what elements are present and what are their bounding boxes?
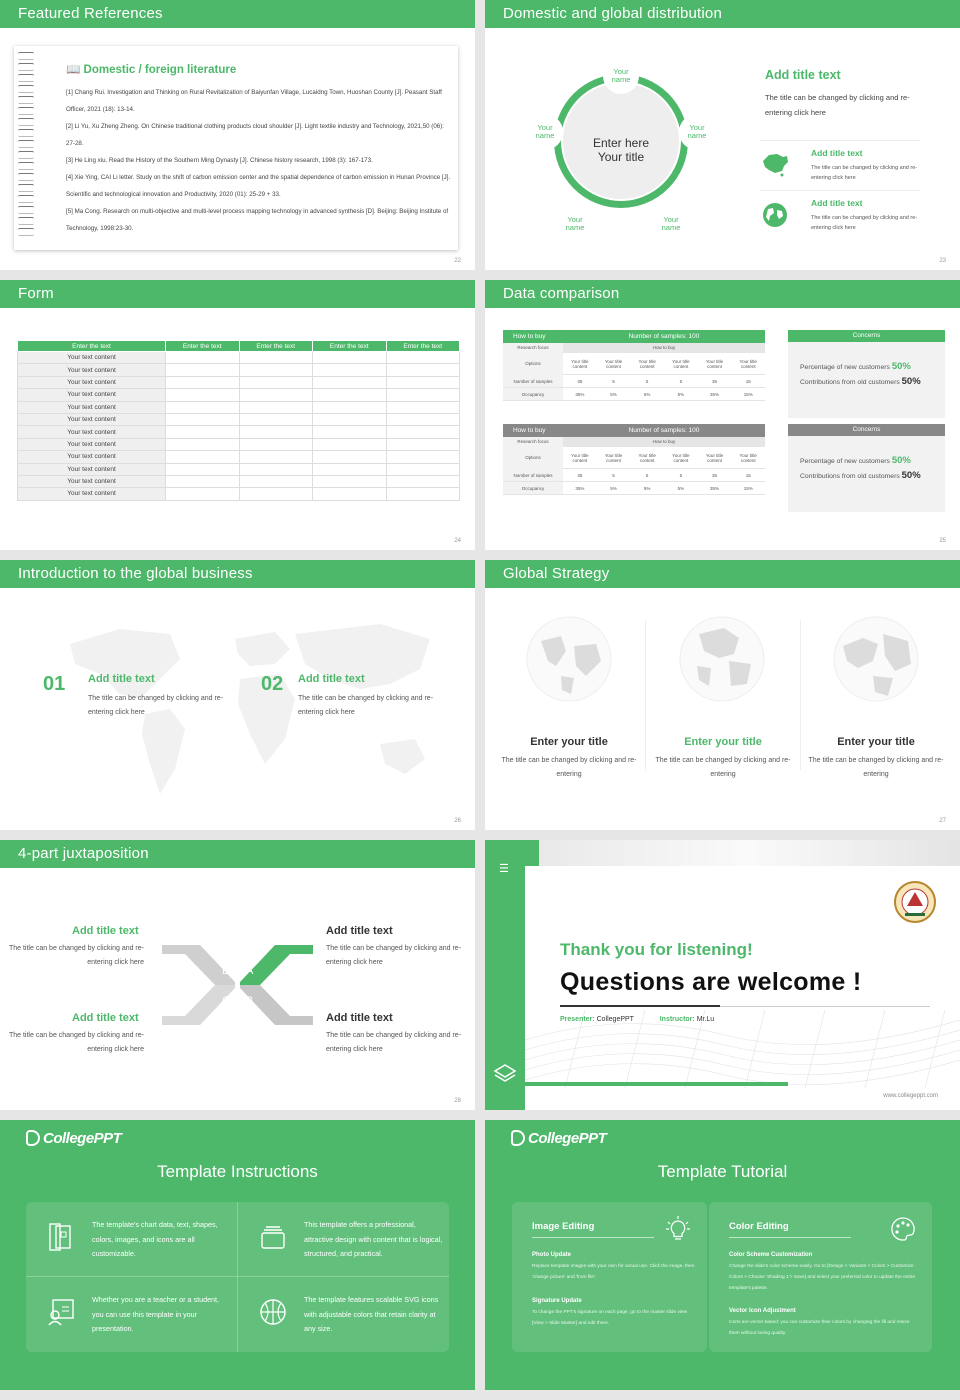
table-cell: 5%: [677, 486, 685, 491]
reference-item: [3] He Ling xiu. Read the History of the Southern Ming Dynasty [J]. Chinese history research, 1998 (3): 167-173.: [66, 157, 373, 164]
table-cell: 35: [577, 379, 583, 384]
table-row: [18, 438, 460, 450]
ring-node: Your name: [557, 206, 593, 242]
label-b: B: [246, 995, 254, 1007]
table-cell: [386, 364, 460, 376]
page-number: 27: [939, 818, 946, 824]
slide-25: [485, 280, 960, 550]
label-d: D: [222, 965, 230, 977]
slide-30: [0, 1120, 475, 1390]
table-cell: Your title content: [672, 358, 690, 369]
table-cell: 15: [745, 473, 751, 478]
table-cell: 15%: [743, 392, 753, 397]
juxta-title: Add title text: [326, 1012, 393, 1024]
slide-title: Domestic and global distribution: [485, 0, 960, 28]
table-cell: Your title content: [638, 452, 656, 463]
globe-image: [833, 616, 919, 702]
brand-logo: CollegePPT: [511, 1130, 606, 1147]
instruction-cell: This template offers a professional, attractive design with content that is logical, structured, and practical.: [238, 1202, 448, 1276]
item-number: 01: [43, 673, 66, 695]
table-cell: [386, 389, 460, 401]
table-cell: Your text content: [18, 475, 166, 487]
page-number: 28: [454, 1098, 461, 1104]
add-title: Add title text: [765, 68, 841, 82]
page-number: 22: [454, 258, 461, 264]
strategy-desc: The title can be changed by clicking and re-entering: [501, 757, 637, 778]
slide-29: [485, 840, 960, 1110]
table-cell: [239, 463, 313, 475]
distribution-item: Add title text The title can be changed by clicking and re-entering click here: [760, 190, 920, 238]
table-cell: Your title content: [705, 452, 724, 463]
table-cell: 5: [612, 473, 615, 478]
table-cell: Your text content: [18, 451, 166, 463]
page-number: 26: [454, 818, 461, 824]
strategy-desc: The title can be changed by clicking and re-entering: [808, 757, 944, 778]
table-cell: [166, 389, 240, 401]
globe-image: [526, 616, 612, 702]
palette-icon: [888, 1214, 918, 1244]
table-cell: Your title content: [571, 358, 589, 369]
table-cell: 35: [577, 473, 583, 478]
table-cell: Your title content: [604, 358, 623, 369]
juxta-desc: The title can be changed by clicking and re-entering click here: [326, 1032, 462, 1053]
table-cell: 5%: [677, 392, 685, 397]
table-cell: 5%: [610, 486, 617, 491]
table-cell: Your title content: [739, 358, 757, 369]
globe-icon: [760, 201, 790, 227]
table-row: [18, 475, 460, 487]
distribution-item: Add title text The title can be changed by clicking and re-entering click here: [760, 140, 920, 188]
page-number: 24: [454, 538, 461, 544]
table-cell: [386, 451, 460, 463]
table-cell: [166, 364, 240, 376]
table-cell: [313, 488, 387, 500]
concerns-box: Concerns Percentage of new customers 50% Contributions from old customers 50%: [788, 424, 945, 512]
layers-icon: [493, 1062, 517, 1086]
table-cell: [166, 463, 240, 475]
juxta-desc: The title can be changed by clicking and re-entering click here: [8, 1032, 144, 1053]
table-cell: Your text content: [18, 364, 166, 376]
table-cell: [313, 438, 387, 450]
table-cell: 35%: [575, 392, 585, 397]
table-cell: [166, 352, 240, 364]
instruction-cell: Whether you are a teacher or a student, you can use this template in your presentation.: [26, 1277, 236, 1351]
table-cell: [313, 451, 387, 463]
menu-icon[interactable]: ☰: [499, 863, 509, 875]
table-cell: 35: [712, 379, 718, 384]
slide-24: [0, 280, 475, 550]
table-cell: Your title content: [638, 358, 656, 369]
table-cell: [386, 438, 460, 450]
table-cell: Your text content: [18, 376, 166, 388]
table-cell: [313, 463, 387, 475]
table-cell: Your text content: [18, 463, 166, 475]
slide-title: Template Tutorial: [657, 1162, 788, 1181]
table-cell: [386, 401, 460, 413]
notebook-paper: [14, 46, 458, 250]
table-cell: [386, 352, 460, 364]
questions-text: Questions are welcome !: [560, 968, 862, 996]
table-row: [18, 352, 460, 364]
table-row: [18, 488, 460, 500]
table-cell: Your text content: [18, 352, 166, 364]
slide-title: Form: [0, 280, 475, 308]
slide-title: Introduction to the global business: [0, 560, 475, 588]
table-row: [18, 389, 460, 401]
reference-item: [4] Xie Ying, CAI Li letter. Study on the shift of carbon emission center and the spatial dependence of carbon emission in Hunan Province [J]. Scientific and technological innovation and Productivity, 2020 (01): 25-29 + 33.: [66, 174, 451, 198]
table-cell: [386, 475, 460, 487]
ring-node: Your name: [653, 206, 689, 242]
table-cell: Your title content: [705, 358, 724, 369]
lightbulb-icon: [663, 1214, 693, 1244]
instructions-panel: [26, 1202, 449, 1352]
table-cell: 5%: [643, 486, 651, 491]
table-cell: [166, 413, 240, 425]
strategy-title: Enter your title: [684, 736, 762, 748]
table-cell: 35%: [575, 486, 585, 491]
ring-center-text: Enter here Your title: [592, 136, 650, 164]
table-cell: [166, 401, 240, 413]
table-cell: 5: [645, 473, 649, 478]
table-cell: 35%: [710, 392, 720, 397]
table-cell: Your text content: [18, 438, 166, 450]
table-cell: 5: [679, 379, 683, 384]
juxta-desc: The title can be changed by clicking and re-entering click here: [8, 945, 144, 966]
slide-23: [485, 0, 960, 270]
table-cell: 15: [745, 379, 751, 384]
spiral-binding: [18, 52, 36, 239]
table-row: [18, 364, 460, 376]
table-cell: [166, 376, 240, 388]
table-cell: [166, 475, 240, 487]
comparison-table: How to buy Number of samples: 100 Research focus How to buy Options Your title content Your title content Your title content Your title content Your title content Your title content Number of samples 35 5 5 5 35 15 Occupancy 35% 5% 5% 5% 35% 15%: [503, 424, 765, 495]
label-a: A: [246, 965, 254, 977]
slide-title: Global Strategy: [485, 560, 960, 588]
thanks-text: Thank you for listening!: [560, 940, 753, 959]
table-cell: [386, 488, 460, 500]
table-row: [18, 463, 460, 475]
table-cell: [239, 389, 313, 401]
juxta-title: Add title text: [72, 1012, 139, 1024]
slide-title: Template Instructions: [157, 1162, 318, 1181]
slide-27: [485, 560, 960, 830]
reference-item: [5] Ma Cong. Research on multi-objective and multi-level process mapping technology in advanced synthesis [D]. Beijing: Beijing Institute of Technology, 1998:23-30.: [66, 208, 449, 232]
table-row: [18, 451, 460, 463]
page-number: 25: [939, 538, 946, 544]
table-cell: Your title content: [571, 452, 589, 463]
table-cell: 5: [645, 379, 649, 384]
table-cell: 15%: [743, 486, 753, 491]
table-row: [18, 376, 460, 388]
add-desc: The title can be changed by clicking and re-entering click here: [765, 93, 910, 117]
table-cell: [313, 389, 387, 401]
table-cell: Your text content: [18, 401, 166, 413]
slide-title: Data comparison: [485, 280, 960, 308]
item-title: Add title text: [298, 673, 365, 685]
table-cell: 35%: [710, 486, 720, 491]
ring-node: Your name: [603, 58, 639, 94]
slide-title: Featured References: [0, 0, 475, 28]
table-cell: [166, 438, 240, 450]
teacher-board-icon: [44, 1295, 78, 1329]
table-cell: [239, 364, 313, 376]
table-cell: [239, 438, 313, 450]
book-icon: 📖: [66, 64, 81, 76]
slide-title: 4-part juxtaposition: [0, 840, 475, 868]
item-number: 02: [261, 673, 284, 695]
reference-list: [66, 84, 451, 237]
page-number: 23: [939, 258, 946, 264]
slide-22: [0, 0, 475, 270]
table-cell: Your title content: [604, 452, 623, 463]
table-cell: [386, 376, 460, 388]
table-cell: Your title content: [672, 452, 690, 463]
table-row: [18, 401, 460, 413]
table-cell: [313, 376, 387, 388]
table-cell: [239, 352, 313, 364]
table-cell: [239, 413, 313, 425]
four-part-arrows-diagram: [160, 940, 315, 1030]
table-cell: 35: [712, 473, 718, 478]
color-editing-panel: Color Editing Color Scheme Customization Change the slide's color scheme easily. Go to [Design > Variants > Colors > Customize Colors > Choose 'Shading 1'> Save] and select your preferred color to update the entire template's palette. Vector Icon Adjustment Icons are vector-based: you can customize their colors by changing the fill and resize them without losing quality.: [709, 1202, 932, 1352]
item-desc: The title can be changed by clicking and re-entering click here: [88, 695, 224, 716]
table-cell: 5%: [643, 392, 651, 397]
juxta-desc: The title can be changed by clicking and re-entering click here: [326, 945, 462, 966]
label-c: C: [222, 995, 230, 1007]
table-cell: [239, 451, 313, 463]
presenter-line: Presenter: CollegePPT Instructor: Mr.Lu: [560, 1016, 715, 1023]
table-cell: [386, 413, 460, 425]
table-cell: [386, 426, 460, 438]
table-header: Enter the text: [166, 341, 240, 352]
table-cell: [239, 426, 313, 438]
form-table: [17, 340, 460, 501]
table-cell: [313, 426, 387, 438]
slide-28: [0, 840, 475, 1110]
globe-image: [679, 616, 765, 702]
table-header: Enter the text: [239, 341, 313, 352]
strategy-title: Enter your title: [530, 736, 608, 748]
table-cell: Your text content: [18, 389, 166, 401]
table-cell: [166, 488, 240, 500]
table-header: Enter the text: [386, 341, 460, 352]
slide-26: [0, 560, 475, 830]
juxta-title: Add title text: [72, 925, 139, 937]
strategy-desc: The title can be changed by clicking and re-entering: [655, 757, 791, 778]
table-cell: [239, 475, 313, 487]
reference-item: [1] Chang Rui. Investigation and Thinking on Rural Revitalization of Baiyunfan Village, Lucaidng Town, Huoshan County [J]. Peasant Staff Officer, 2021 (18): 13-14.: [66, 89, 442, 113]
website-url[interactable]: www.collegeppt.com: [883, 1093, 938, 1099]
table-cell: [166, 426, 240, 438]
table-cell: 5: [679, 473, 683, 478]
table-cell: Your text content: [18, 488, 166, 500]
ring-node: Your name: [679, 114, 715, 150]
instruction-cell: The template's chart data, text, shapes, colors, images, and icons are all customizable.: [26, 1202, 236, 1276]
slide-31: [485, 1120, 960, 1390]
table-cell: [386, 463, 460, 475]
strategy-title: Enter your title: [837, 736, 915, 748]
table-cell: [313, 475, 387, 487]
juxta-title: Add title text: [326, 925, 393, 937]
document-icon: [44, 1220, 78, 1254]
china-map-icon: [760, 151, 790, 177]
item-title: Add title text: [88, 673, 155, 685]
basketball-icon: [256, 1295, 290, 1329]
table-header: Enter the text: [313, 341, 387, 352]
table-row: [18, 426, 460, 438]
table-cell: [239, 488, 313, 500]
layers-stack-icon: [256, 1220, 290, 1254]
table-cell: [313, 401, 387, 413]
university-seal-logo: [893, 880, 937, 924]
table-cell: [239, 401, 313, 413]
table-cell: [166, 451, 240, 463]
table-cell: [239, 376, 313, 388]
concerns-box: Concerns Percentage of new customers 50% Contributions from old customers 50%: [788, 330, 945, 418]
table-cell: Your text content: [18, 413, 166, 425]
table-cell: [313, 364, 387, 376]
table-cell: Your title content: [739, 452, 757, 463]
reference-item: [2] Li Yu, Xu Zheng Zheng. On Chinese traditional clothing products cloud shoulder [J]. Light textile industry and Technology, 2021,50 (06): 27-28.: [66, 123, 445, 147]
table-cell: [313, 352, 387, 364]
table-row: [18, 413, 460, 425]
item-desc: The title can be changed by clicking and re-entering click here: [298, 695, 434, 716]
table-cell: Your text content: [18, 426, 166, 438]
brand-logo: CollegePPT: [26, 1130, 121, 1147]
image-editing-panel: Image Editing Photo Update Replace template images with your own for actual use. Click the image, then 'change picture' and 'from file'. Signature Update To change the PPT's signature on each page, go to the master slide view [View > Slide Master] and edit there.: [512, 1202, 707, 1352]
instruction-cell: The template features scalable SVG icons with adjustable colors that retain clarity at any size.: [238, 1277, 448, 1351]
literature-title: 📖 Domestic / foreign literature: [66, 64, 237, 76]
table-header: Enter the text: [18, 341, 166, 352]
table-cell: [313, 413, 387, 425]
table-cell: 5: [612, 379, 615, 384]
table-cell: 5%: [610, 392, 617, 397]
ring-node: Your name: [527, 114, 563, 150]
comparison-table: How to buy Number of samples: 100 Research focus How to buy Options Your title content Your title content Your title content Your title content Your title content Your title content Number of samples 35 5 5 5 35 15 Occupancy 35% 5% 5% 5% 35% 15%: [503, 330, 765, 401]
distribution-ring: [535, 44, 707, 234]
